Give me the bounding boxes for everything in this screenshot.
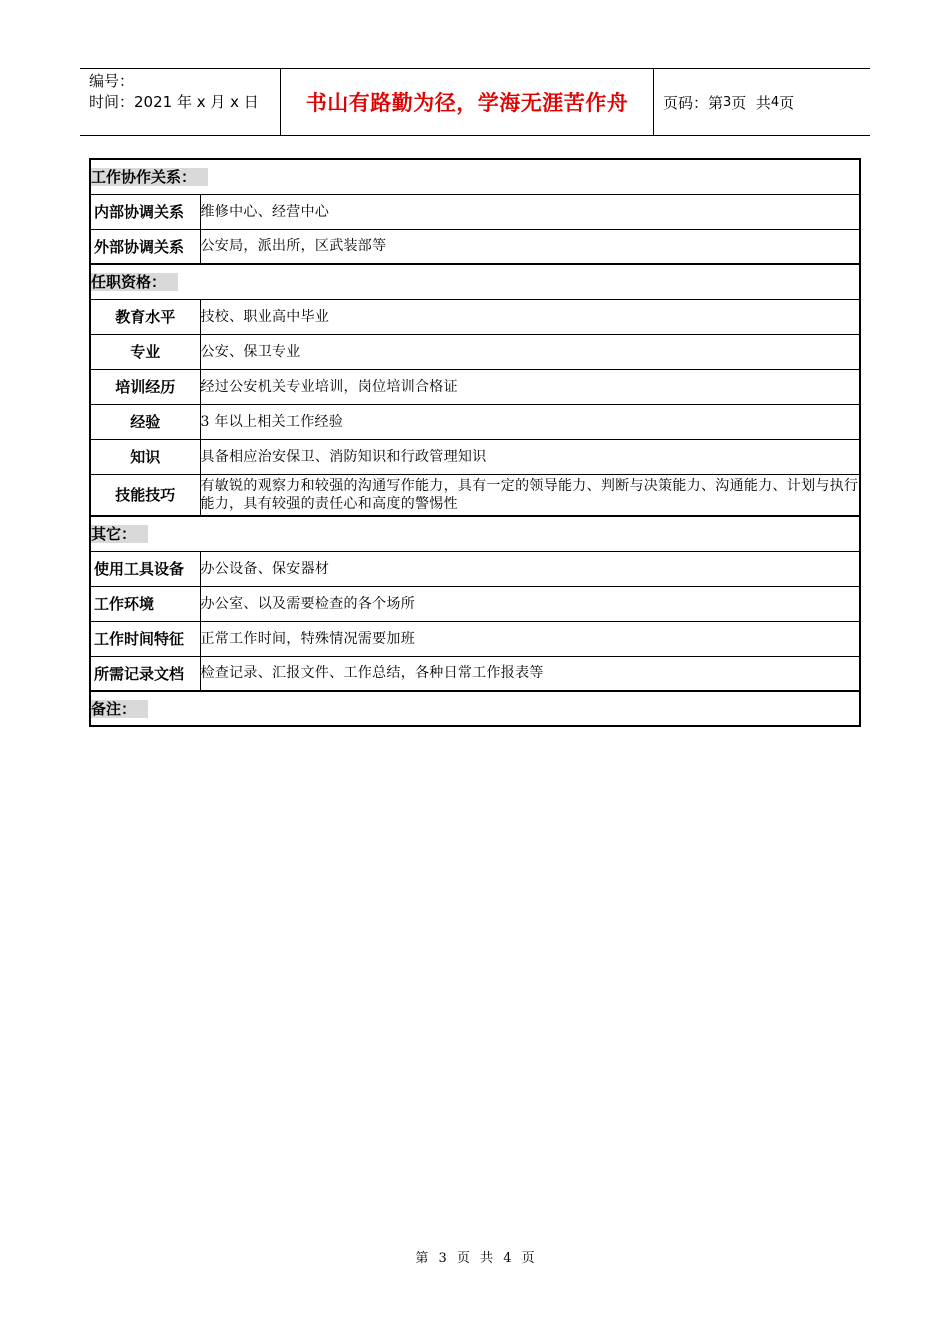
table-row xyxy=(90,551,860,586)
document-number-label: 编号： xyxy=(89,72,135,90)
row-label: 外部协调关系 xyxy=(90,229,200,264)
table-row xyxy=(90,299,860,334)
page-total: 4 xyxy=(770,94,780,110)
header-page-info xyxy=(654,69,870,135)
row-value: 公安局，派出所，区武装部等 xyxy=(200,229,860,264)
row-value: 正常工作时间，特殊情况需要加班 xyxy=(200,621,860,656)
page-header xyxy=(80,68,870,136)
section-header-qualifications xyxy=(90,264,860,299)
table-row xyxy=(90,404,860,439)
table-row xyxy=(90,621,860,656)
section-header-remarks xyxy=(90,691,860,726)
page-footer: 第 3 页 共 4 页 xyxy=(415,1251,535,1266)
row-label: 技能技巧 xyxy=(90,474,200,516)
row-label: 内部协调关系 xyxy=(90,194,200,229)
row-value: 经过公安机关专业培训，岗位培训合格证 xyxy=(200,369,860,404)
document-time-label: 时间：2021 年 x 月 x 日 xyxy=(89,93,259,111)
row-value: 技校、职业高中毕业 xyxy=(200,299,860,334)
row-value: 检查记录、汇报文件、工作总结，各种日常工作报表等 xyxy=(200,656,860,691)
section-header-cooperation xyxy=(90,159,860,194)
page-label: 页码：第 xyxy=(663,93,724,112)
table-row xyxy=(90,474,860,516)
section-title: 其它： xyxy=(91,525,148,543)
row-label: 工作环境 xyxy=(90,586,200,621)
row-value: 3 年以上相关工作经验 xyxy=(200,404,860,439)
row-value: 维修中心、经营中心 xyxy=(200,194,860,229)
header-motto: 书山有路勤为径，学海无涯苦作舟 xyxy=(281,69,654,135)
row-label: 工作时间特征 xyxy=(90,621,200,656)
row-value: 办公室、以及需要检查的各个场所 xyxy=(200,586,860,621)
section-title: 备注： xyxy=(91,700,148,718)
table-row xyxy=(90,656,860,691)
table-row xyxy=(90,586,860,621)
row-value: 公安、保卫专业 xyxy=(200,334,860,369)
row-value: 具备相应治安保卫、消防知识和行政管理知识 xyxy=(200,439,860,474)
table-row xyxy=(90,229,860,264)
section-title: 工作协作关系： xyxy=(91,168,208,186)
row-label: 培训经历 xyxy=(90,369,200,404)
row-value: 办公设备、保安器材 xyxy=(200,551,860,586)
table-row xyxy=(90,369,860,404)
row-label: 知识 xyxy=(90,439,200,474)
table-row xyxy=(90,439,860,474)
row-label: 经验 xyxy=(90,404,200,439)
page-mid-label: 页 共 xyxy=(731,93,771,112)
table-row xyxy=(90,334,860,369)
row-label: 教育水平 xyxy=(90,299,200,334)
page-end-label: 页 xyxy=(779,93,795,112)
row-label: 专业 xyxy=(90,334,200,369)
job-description-table xyxy=(89,158,861,727)
page-number: 3 xyxy=(723,94,732,110)
row-label: 所需记录文档 xyxy=(90,656,200,691)
section-header-other xyxy=(90,516,860,551)
table-row xyxy=(90,194,860,229)
header-left xyxy=(80,69,281,135)
row-label: 使用工具设备 xyxy=(90,551,200,586)
section-title: 任职资格： xyxy=(91,273,178,291)
row-value: 有敏锐的观察力和较强的沟通写作能力，具有一定的领导能力、判断与决策能力、沟通能力、计划与执行能力，具有较强的责任心和高度的警惕性 xyxy=(200,474,860,516)
